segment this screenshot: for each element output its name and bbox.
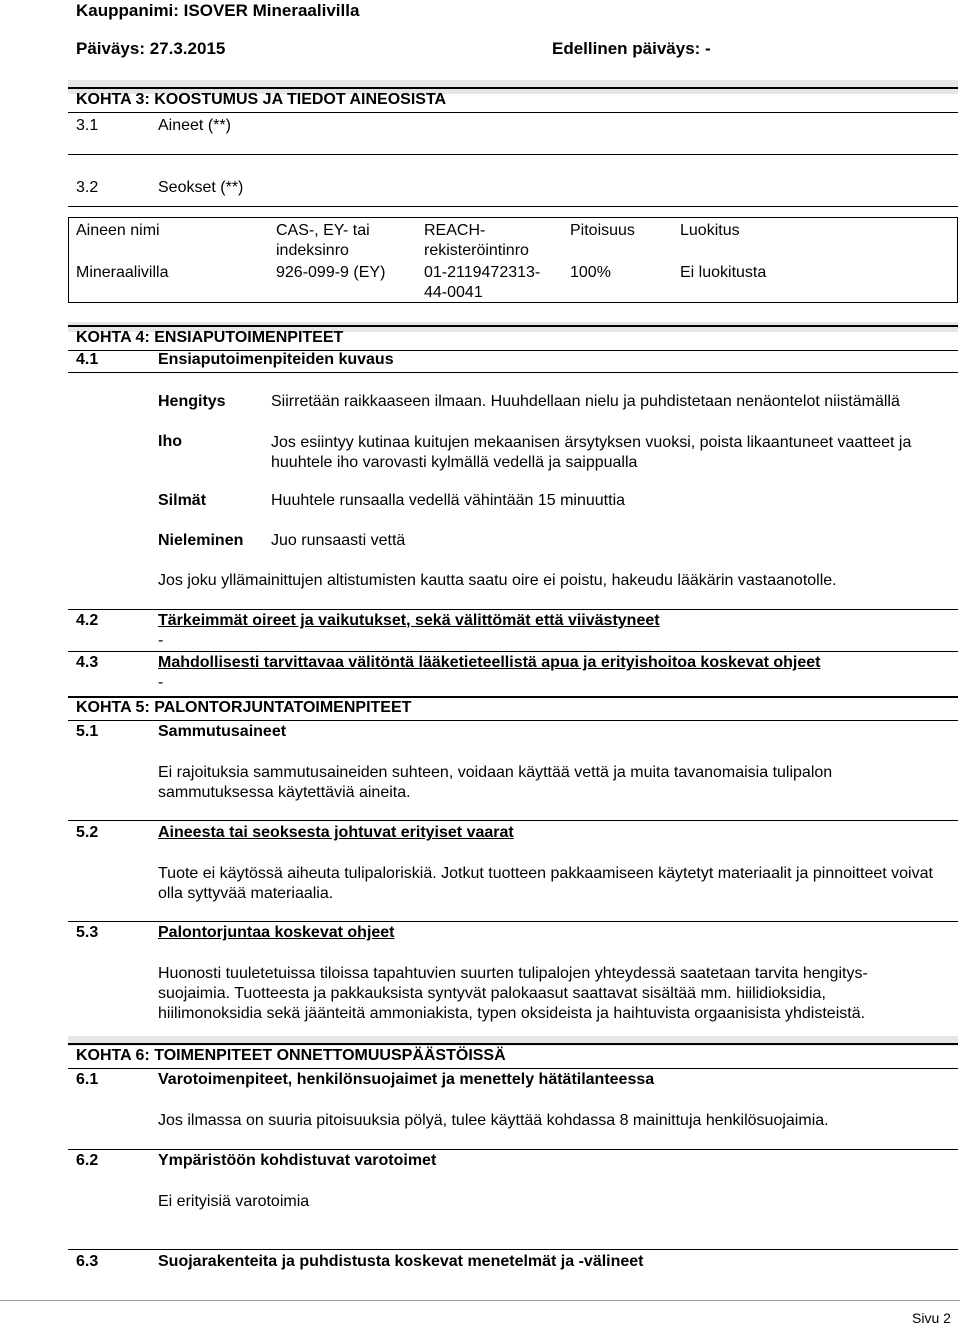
section-6-title: KOHTA 6: TOIMENPITEET ONNETTOMUUSPÄÄSTÖISSÄ [76, 1047, 506, 1064]
first-aid-label: Nieleminen [158, 532, 244, 549]
section-3-2-title: Seokset (**) [158, 179, 244, 196]
cell-concentration: 100% [570, 264, 611, 281]
section-4-2-title: Tärkeimmät oireet ja vaikutukset, sekä välittömät että viivästyneet [158, 612, 660, 629]
first-aid-note: Jos joku yllämainittujen altistumisten kautta saatu oire ei poistu, hakeudu lääkärin vastaanotolle. [158, 572, 837, 589]
section-4-3-title: Mahdollisesti tarvittavaa välitöntä lääketieteellistä apua ja erityishoitoa koskevat ohjeet [158, 654, 821, 671]
divider [68, 325, 958, 327]
section-4-2-text: - [158, 632, 164, 649]
section-6-3-title: Suojarakenteita ja puhdistusta koskevat menetelmät ja -välineet [158, 1253, 644, 1270]
divider [68, 820, 958, 821]
section-5-3-text: Huonosti tuuletetuissa tiloissa tapahtuvien suurten tulipalojen yhteydessä saatetaan tarvita hengitys-suojaimia. Tuotteesta ja pakkauksista syntyvät palokaasut saattavat sisältää mm. hiilidioksidia, hiilimonoksidia sekä jäänteitä ammoniakista, typen oksideista ja haihtuvista orgaanisista yhdisteistä. [158, 965, 868, 1022]
section-5-2-text: Tuote ei käytössä aiheuta tulipaloriskiä. Jotkut tuotteen pakkaamiseen käytetyt materiaalit ja pinnoitteet voivat olla syttyvää materiaalia. [158, 865, 933, 902]
cell-cas: 926-099-9 (EY) [276, 264, 386, 281]
previous-date: Edellinen päiväys: - [552, 39, 711, 58]
table-header-reach: REACH- [424, 222, 486, 239]
section-6-1-text: Jos ilmassa on suuria pitoisuuksia pölyä, tulee käyttää kohdassa 8 mainittuja henkilösuojaimia. [158, 1112, 829, 1129]
section-4-3-number: 4.3 [76, 654, 99, 671]
cell-reach: 01-2119472313- [424, 264, 541, 281]
divider [68, 1043, 958, 1045]
divider [68, 696, 958, 698]
section-6-3-number: 6.3 [76, 1253, 99, 1270]
first-aid-label: Hengitys [158, 393, 226, 410]
section-6-1-title: Varotoimenpiteet, henkilönsuojaimet ja menettely hätätilanteessa [158, 1071, 655, 1088]
divider [68, 651, 958, 652]
first-aid-text: Huuhtele runsaalla vedellä vähintään 15 minuuttia [271, 492, 626, 509]
section-3-2-number: 3.2 [76, 179, 99, 196]
divider [68, 609, 958, 610]
issue-date: Päiväys: 27.3.2015 [76, 39, 226, 58]
divider [68, 206, 958, 207]
first-aid-label: Silmät [158, 492, 207, 509]
section-4-1-number: 4.1 [76, 351, 99, 368]
first-aid-text: Jos esiintyy kutinaa kuitujen mekaanisen ärsytyksen vuoksi, poista likaantuneet vaatteet ja huuhtele iho varovasti kylmällä vedellä ja saippualla [271, 434, 912, 471]
divider [68, 720, 958, 721]
cell-classification: Ei luokitusta [680, 264, 767, 281]
section-3-1-number: 3.1 [76, 117, 99, 134]
section-4-1-title: Ensiaputoimenpiteiden kuvaus [158, 351, 394, 368]
table-header-cas-line2: indeksinro [276, 242, 349, 259]
section-4-3-text: - [158, 674, 164, 691]
table-header-reach-line2: rekisteröintinro [424, 242, 529, 259]
cell-name: Mineraalivilla [76, 264, 169, 281]
table-header-cas: CAS-, EY- tai [276, 222, 370, 239]
footer-divider [0, 1300, 960, 1301]
section-6-2-number: 6.2 [76, 1152, 99, 1169]
divider [68, 1149, 958, 1150]
divider [68, 1249, 958, 1250]
divider [68, 921, 958, 922]
divider [68, 112, 958, 113]
section-5-2-title: Aineesta tai seoksesta johtuvat erityiset vaarat [158, 824, 514, 841]
section-5-1-text: Ei rajoituksia sammutusaineiden suhteen, voidaan käyttää vettä ja muita tavanomaisia tulipalon sammutuksessa käytettäviä aineita. [158, 764, 833, 801]
section-6-2-text: Ei erityisiä varotoimia [158, 1193, 310, 1210]
first-aid-text: Juo runsaasti vettä [271, 532, 406, 549]
section-5-3-title: Palontorjuntaa koskevat ohjeet [158, 924, 395, 941]
section-4-title: KOHTA 4: ENSIAPUTOIMENPITEET [76, 329, 344, 346]
divider [68, 87, 958, 89]
first-aid-text: Siirretään raikkaaseen ilmaan. Huuhdellaan nielu ja puhdistetaan nenäontelot niistämällä [271, 393, 900, 410]
divider [68, 372, 958, 373]
section-5-1-title: Sammutusaineet [158, 723, 287, 740]
section-6-1-number: 6.1 [76, 1071, 99, 1088]
section-5-3-number: 5.3 [76, 924, 99, 941]
section-6-2-title: Ympäristöön kohdistuvat varotoimet [158, 1152, 437, 1169]
section-5-1-number: 5.1 [76, 723, 99, 740]
section-3-1-title: Aineet (**) [158, 117, 231, 134]
page-number: Sivu 2 [912, 1310, 951, 1326]
section-3-title: KOHTA 3: KOOSTUMUS JA TIEDOT AINEOSISTA [76, 91, 447, 108]
table-header-concentration: Pitoisuus [570, 222, 635, 239]
divider [68, 154, 958, 155]
cell-reach-line2: 44-0041 [424, 284, 483, 301]
table-header-name: Aineen nimi [76, 222, 160, 239]
section-5-title: KOHTA 5: PALONTORJUNTATOIMENPITEET [76, 699, 412, 716]
divider [68, 1068, 958, 1069]
trade-name: Kauppanimi: ISOVER Mineraalivilla [76, 1, 360, 20]
section-5-2-number: 5.2 [76, 824, 99, 841]
first-aid-label: Iho [158, 433, 182, 450]
section-4-2-number: 4.2 [76, 612, 99, 629]
table-header-classification: Luokitus [680, 222, 740, 239]
